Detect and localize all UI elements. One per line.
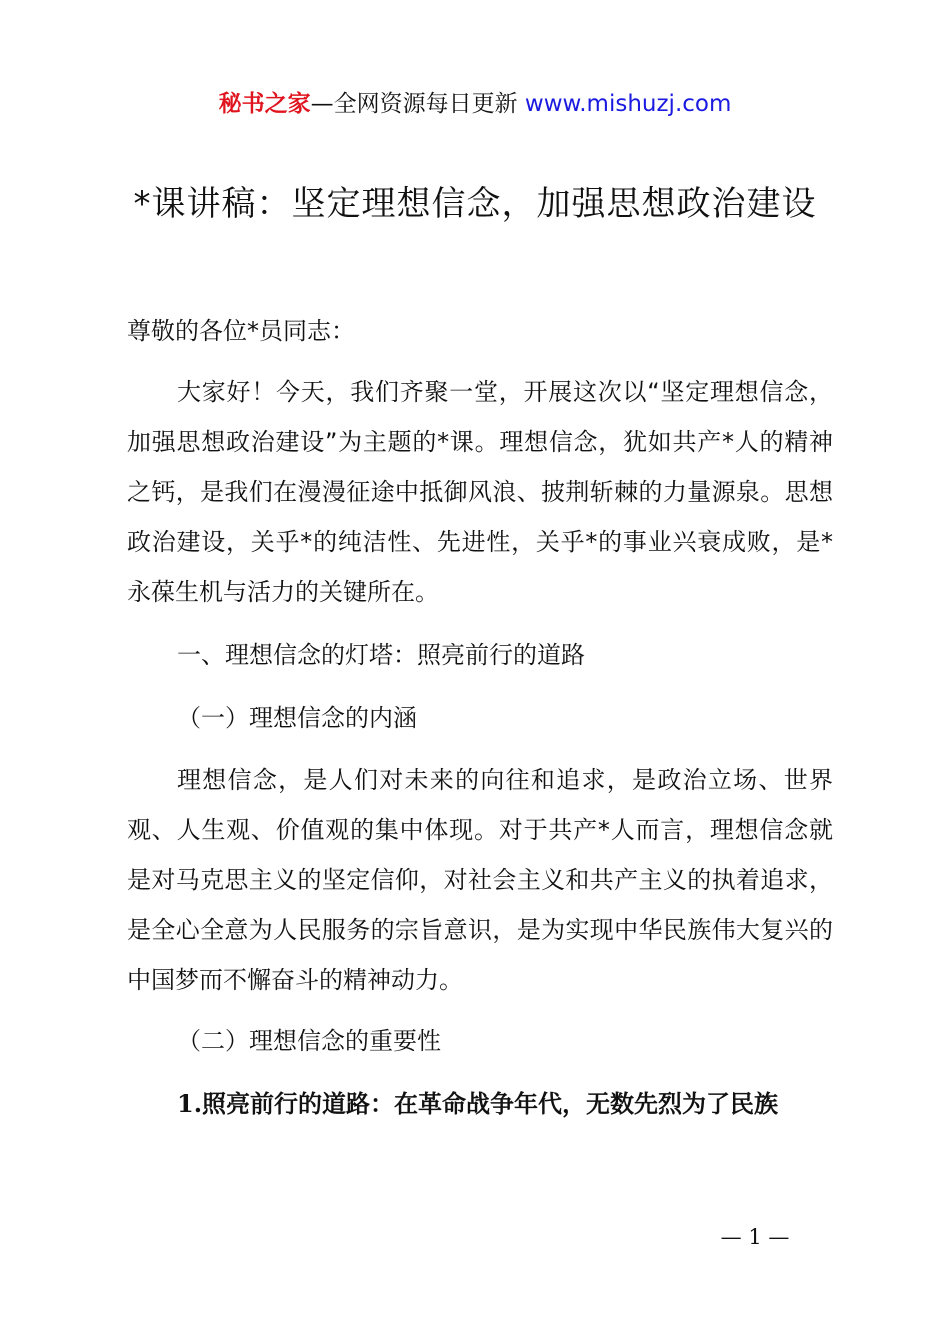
bold-point-1: 1.照亮前行的道路：在革命战争年代，无数先烈为了民族 (177, 1089, 779, 1118)
subsection-heading-2: （二）理想信念的重要性 (177, 1027, 441, 1055)
brand-name: 秘书之家 (218, 91, 311, 117)
site-header (0, 88, 950, 120)
subsection-heading-1: （一）理想信念的内涵 (177, 704, 417, 732)
header-tagline: —全网资源每日更新 (310, 91, 518, 117)
paragraph-intro: 大家好！今天，我们齐聚一堂，开展这次以“坚定理想信念，加强思想政治建设”为主题的*课。理想信念，犹如共产*人的精神之钙，是我们在漫漫征途中抵御风浪、披荆斩棘的力量源泉。思想政治建设，关乎*的纯洁性、先进性，关乎*的事业兴衰成败，是*永葆生机与活力的关键所在。 (127, 378, 833, 606)
salutation: 尊敬的各位*员同志： (127, 317, 355, 345)
page-number: — 1 — (720, 1225, 790, 1249)
document-title: *课讲稿：坚定理想信念，加强思想政治建设 (133, 184, 817, 224)
site-url-link[interactable]: www.mishuzj.com (524, 91, 732, 117)
section-heading-1: 一、理想信念的灯塔：照亮前行的道路 (177, 641, 585, 669)
paragraph-meaning: 理想信念，是人们对未来的向往和追求，是政治立场、世界观、人生观、价值观的集中体现。对于共产*人而言，理想信念就是对马克思主义的坚定信仰，对社会主义和共产主义的执着追求，是全心全意为人民服务的宗旨意识，是为实现中华民族伟大复兴的中国梦而不懈奋斗的精神动力。 (127, 766, 833, 994)
